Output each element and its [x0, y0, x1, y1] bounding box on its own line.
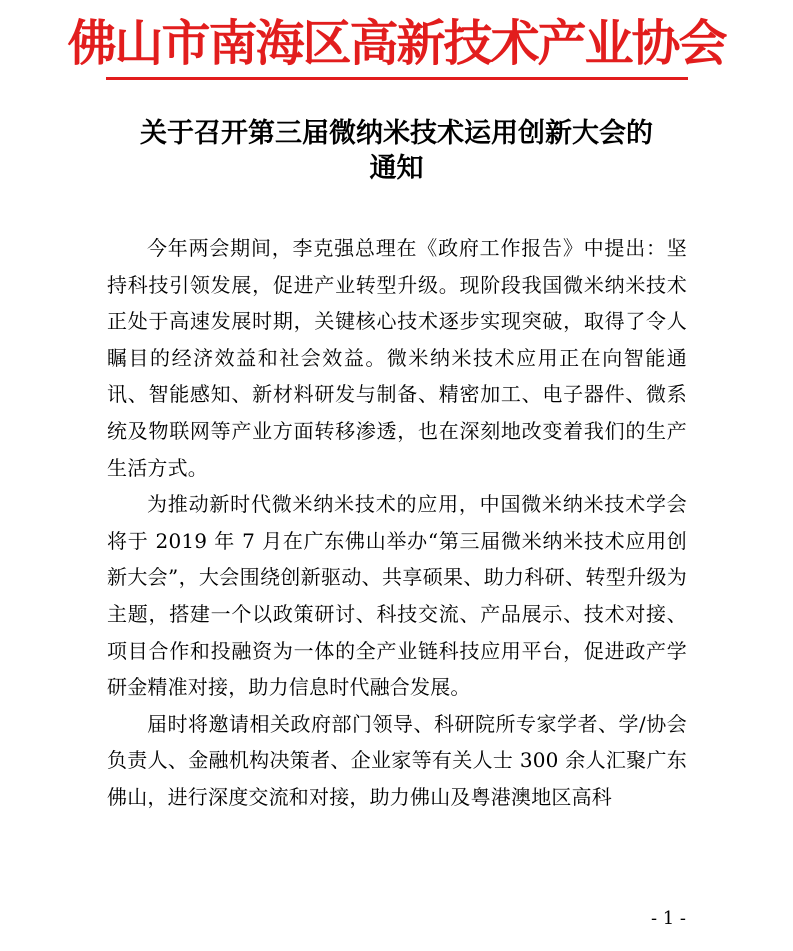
document-body — [107, 230, 687, 816]
title-line-1: 关于召开第三届微纳米技术运用创新大会的 — [140, 118, 653, 149]
page-number: - 1 - — [650, 908, 686, 929]
paragraph-2: 为推动新时代微米纳米技术的应用，中国微米纳米技术学会将于 2019 年 7 月在广东佛山举办“第三届微米纳米技术应用创新大会”，大会围绕创新驱动、共享硕果、助力科研、转型升级为主题，搭建一个以政策研讨、科技交流、产品展示、技术对接、项目合作和投融资为一体的全产业链科技应用平台，促进政产学研金精准对接，助力信息时代融合发展。 — [107, 492, 687, 700]
title-line-2: 通知 — [369, 153, 424, 184]
paragraph-3: 届时将邀请相关政府部门领导、科研院所专家学者、学/协会负责人、金融机构决策者、企业家等有关人士 300 余人汇聚广东佛山，进行深度交流和对接，助力佛山及粤港澳地区高科 — [107, 711, 687, 809]
document-title — [100, 116, 693, 186]
paragraph-1: 今年两会期间，李克强总理在《政府工作报告》中提出：坚持科技引领发展，促进产业转型升级。现阶段我国微米纳米技术正处于高速发展时期，关键核心技术逐步实现突破，取得了令人瞩目的经济效益和社会效益。微米纳米技术应用正在向智能通讯、智能感知、新材料研发与制备、精密加工、电子器件、微系统及物联网等产业方面转移渗透，也在深刻地改变着我们的生产生活方式。 — [107, 236, 687, 480]
organization-name: 佛山市南海区高新技术产业协会 — [67, 14, 726, 72]
header-divider — [106, 77, 688, 80]
